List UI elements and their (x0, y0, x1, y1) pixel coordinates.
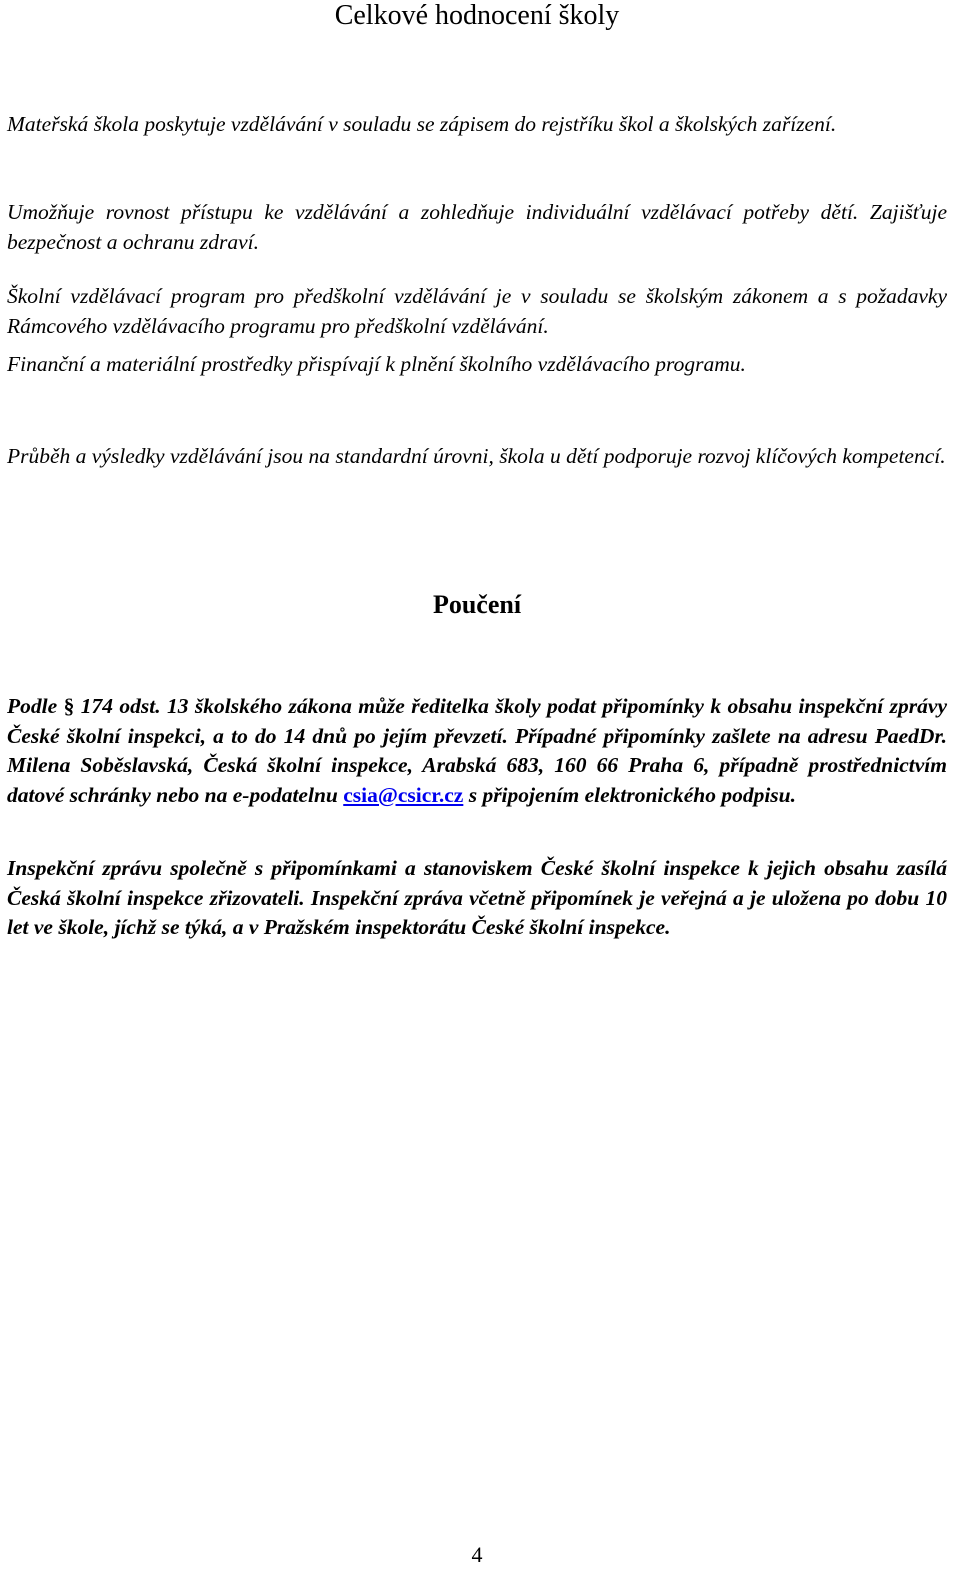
paragraph-school-program: Školní vzdělávací program pro předškolní vzdělávání je v souladu se školským zákonem a s požadavky Rámcového vzdělávacího programu pro předškolní vzdělávání. (7, 284, 947, 338)
email-link[interactable]: csia@csicr.cz (343, 782, 464, 807)
instruction-paragraph-comments (7, 692, 947, 810)
section-sign: § (63, 694, 75, 718)
page-title: Celkové hodnocení školy (334, 0, 620, 31)
paragraph-registry: Mateřská škola poskytuje vzdělávání v souladu se zápisem do rejstříku škol a školských zařízení. (7, 112, 837, 136)
instruction-text-main: 174 odst. 13 školského zákona může ředitelka školy podat připomínky k obsahu inspekční zprávy České školní inspekci, a to do 14 dnů po jejím převzetí. Případné připomínky zašlete na adresu PaedDr. Milena Soběslavská, Česká školní inspekce, Arabská 683, 160 66 Praha 6, případně prostřednictvím datové schránky nebo na e-podatelnu (7, 694, 947, 807)
paragraph-finance: Finanční a materiální prostředky přispívají k plnění školního vzdělávacího programu. (7, 352, 746, 376)
paragraph-results: Průběh a výsledky vzdělávání jsou na standardní úrovni, škola u dětí podporuje rozvoj klíčových kompetencí. (7, 444, 946, 468)
instruction-text-start: Podle (7, 694, 64, 718)
instruction-title: Poučení (432, 590, 522, 619)
paragraph-equal-access: Umožňuje rovnost přístupu ke vzdělávání a zohledňuje individuální vzdělávací potřeby dětí. Zajišťuje bezpečnost a ochranu zdraví. (7, 200, 947, 254)
instruction-text-end: s připojením elektronického podpisu. (463, 782, 797, 807)
instruction-paragraph-report: Inspekční zprávu společně s připomínkami a stanoviskem České školní inspekce k jejich obsahu zasílá Česká školní inspekce zřizovateli. Inspekční zpráva včetně připomínek je veřejná a je uložena po dobu 10 let ve škole, jíchž se týká, a v Pražském inspektorátu České školní inspekce. (7, 856, 947, 939)
page-number: 4 (471, 1542, 483, 1567)
